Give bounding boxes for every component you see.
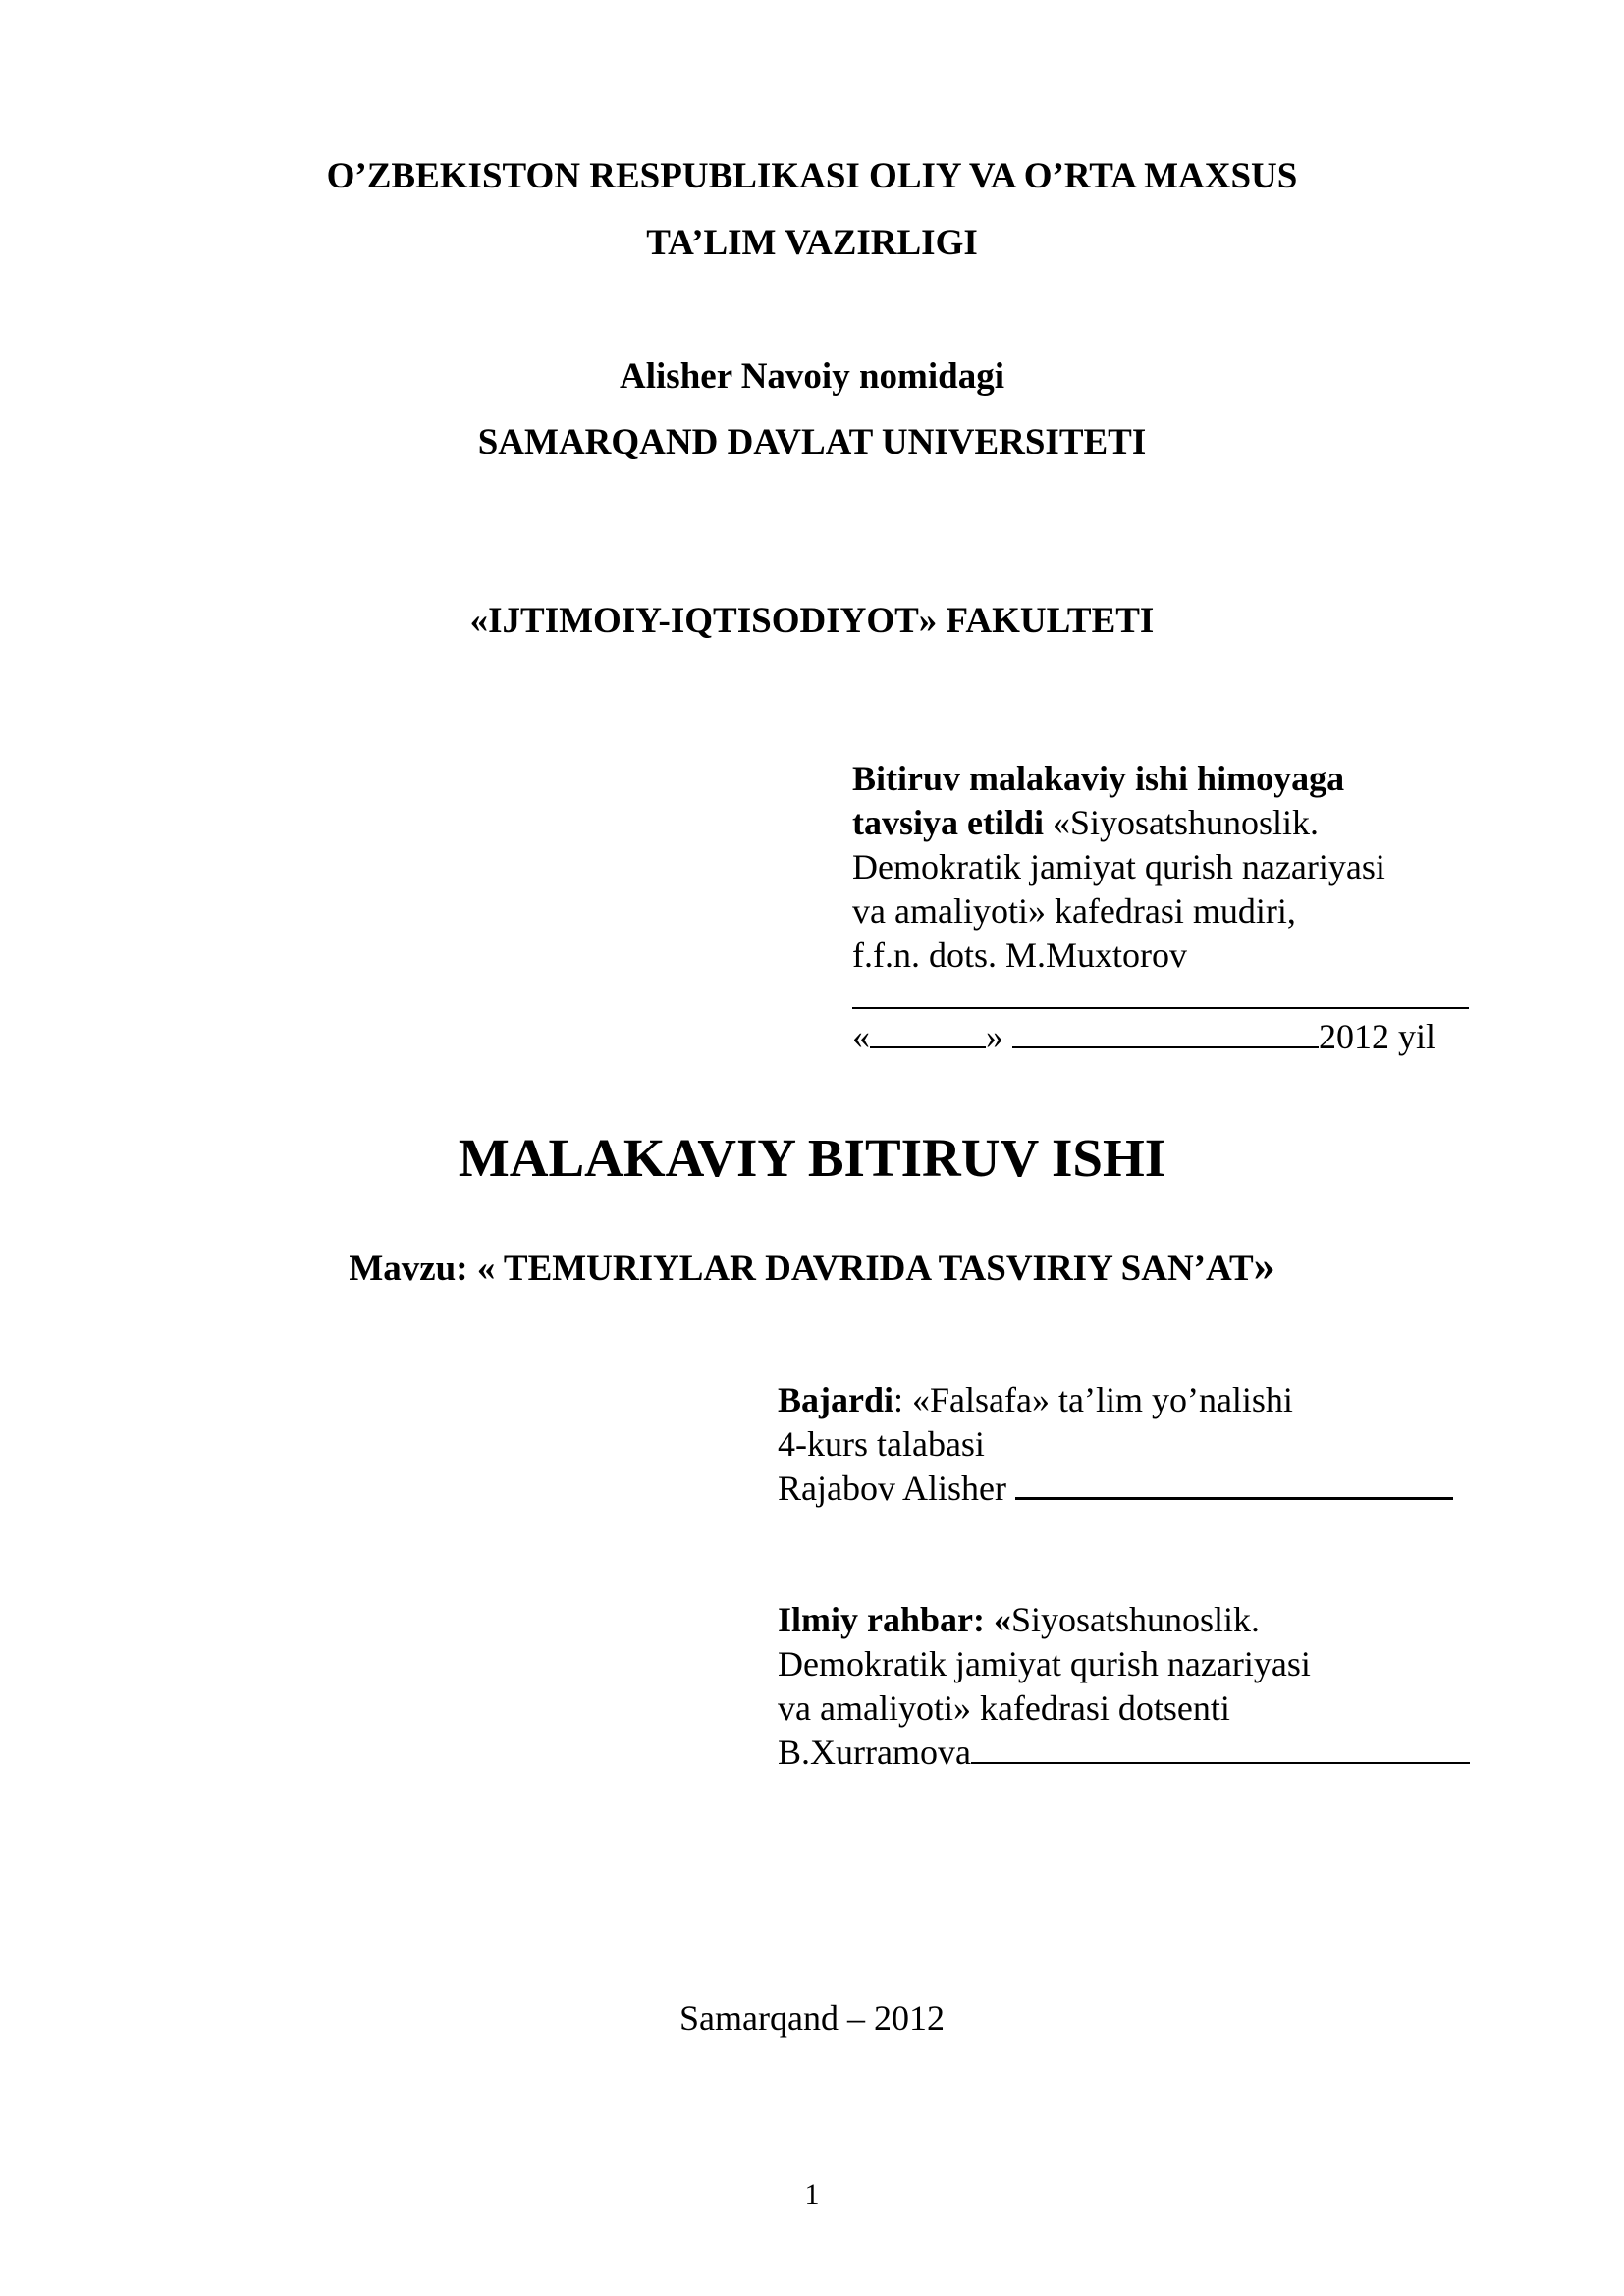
author-program: : «Falsafa» ta’lim yo’nalishi <box>893 1380 1293 1419</box>
ministry-line-1: O’ZBEKISTON RESPUBLIKASI OLIY VA O’RTA MAXSUS <box>326 156 1298 196</box>
approval-department-start: «Siyosatshunoslik. <box>1044 803 1320 842</box>
supervisor-signature-line <box>971 1733 1470 1764</box>
university-line-2: SAMARQAND DAVLAT UNIVERSITETI <box>477 422 1147 462</box>
supervisor-department-start: Siyosatshunoslik. <box>1011 1600 1261 1639</box>
supervisor-name-line <box>778 1731 1516 1775</box>
date-quote-open: « <box>852 1017 870 1056</box>
date-quote-close: » <box>986 1017 1003 1056</box>
topic-line <box>0 1242 1624 1291</box>
author-name-line <box>778 1467 1524 1511</box>
author-block <box>778 1378 1524 1511</box>
supervisor-line-2: Demokratik jamiyat qurish nazariyasi <box>778 1644 1311 1683</box>
faculty-name: «IJTIMOIY-IQTISODIYOT» FAKULTETI <box>469 601 1155 641</box>
topic-quote-close: » <box>1253 1242 1275 1290</box>
author-course: 4-kurs talabasi <box>778 1424 985 1464</box>
approval-line-1: Bitiruv malakaviy ishi himoyaga <box>852 759 1345 798</box>
date-year: 2012 yil <box>1319 1017 1436 1056</box>
supervisor-line-3 <box>778 1686 1516 1731</box>
approval-date-line <box>852 1015 1481 1059</box>
approval-head-name: f.f.n. dots. M.Muxtorov <box>852 935 1187 975</box>
supervisor-word-2: amaliyoti» <box>819 1688 971 1728</box>
approval-signature-line <box>852 978 1469 1009</box>
supervisor-label: Ilmiy rahbar: « <box>778 1600 1011 1639</box>
author-line-1 <box>778 1378 1524 1422</box>
supervisor-line-1 <box>778 1598 1516 1642</box>
author-label: Bajardi <box>778 1380 894 1419</box>
author-name: Rajabov Alisher <box>778 1468 1015 1508</box>
date-month-blank <box>1012 1017 1319 1048</box>
page-number: 1 <box>804 2178 820 2211</box>
approval-block <box>852 757 1481 1059</box>
university-line-1: Alisher Navoiy nomidagi <box>620 356 1004 397</box>
supervisor-word-1: va <box>778 1688 811 1728</box>
topic-text: Mavzu: « TEMURIYLAR DAVRIDA TASVIRIY SAN’AT <box>349 1249 1254 1289</box>
supervisor-block <box>778 1598 1516 1775</box>
date-day-blank <box>870 1017 986 1048</box>
approval-line-4: va amaliyoti» kafedrasi mudiri, <box>852 891 1296 931</box>
city-year: Samarqand – 2012 <box>679 1999 945 2038</box>
approval-recommended: tavsiya etildi <box>852 803 1044 842</box>
document-title: MALAKAVIY BITIRUV ISHI <box>458 1128 1166 1188</box>
supervisor-name: B.Xurramova <box>778 1733 971 1772</box>
approval-line-2 <box>852 801 1481 845</box>
supervisor-word-3: kafedrasi <box>979 1688 1110 1728</box>
author-signature-line <box>1015 1468 1453 1500</box>
approval-line-3: Demokratik jamiyat qurish nazariyasi <box>852 847 1385 886</box>
ministry-line-2: TA’LIM VAZIRLIGI <box>646 223 978 263</box>
supervisor-word-4: dotsenti <box>1117 1688 1230 1728</box>
